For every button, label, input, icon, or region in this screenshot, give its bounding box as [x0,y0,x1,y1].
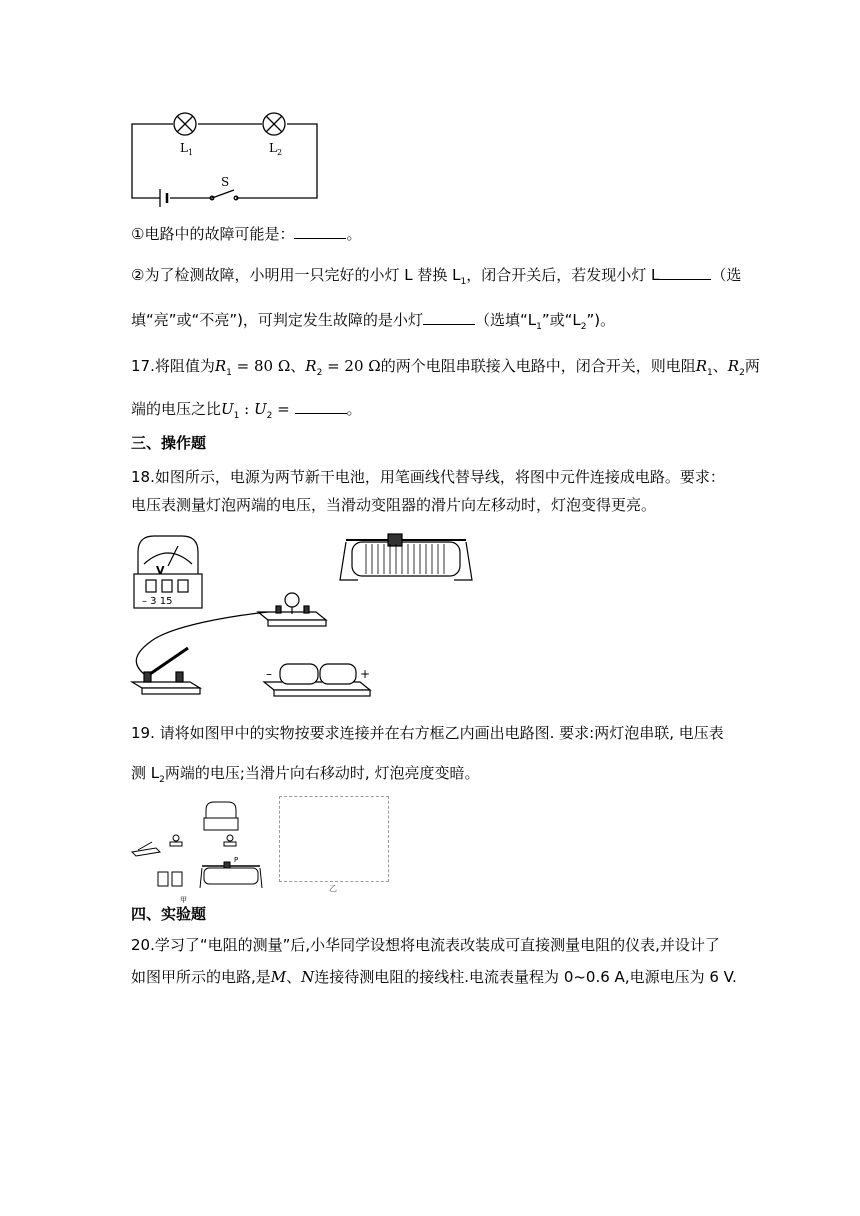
voltmeter-letter: V [156,564,165,577]
q16-part2: ②为了检测故障，小明用一只完好的小灯 L 替换 $L_1$，闭合开关后，若发现小灯 L （选 [131,266,742,287]
lamp-l1-label: $L_1$ [180,141,194,157]
voltmeter-icon [204,802,238,830]
figure-yi-label: 乙 [329,884,337,893]
lamp-l2-label: $L_2$ [269,141,283,157]
bulb-icon [170,835,182,846]
q18-line1: 18.如图所示，电源为两节新干电池，用笔画线代替导线，将图中元件连接成电路。要求： [131,468,725,486]
voltmeter-terminal-labels: – 3 15 [142,596,173,607]
rheostat-icon [340,534,472,580]
figure-jia-label: 甲 [180,896,187,904]
q17-line2: 端的电压之比$U_1$ : $U_2$ = 。 [131,400,362,421]
q19-line2: 测 $L_2$两端的电压;当滑片向右移动时, 灯泡亮度变暗。 [131,764,480,785]
q17-line1: 17.将阻值为$R_1 = 80$ Ω、$R_2 = 20$ Ω的两个电阻串联接入电路中，闭合开关，则电阻$R_1$、$R_2$两 [131,357,760,378]
rheostat-icon [200,862,262,888]
answer-blank[interactable] [295,399,347,414]
answer-blank[interactable] [659,265,711,280]
q19-line1: 19. 请将如图甲中的实物按要求连接并在右方框乙内画出电路图. 要求:两灯泡串联, 电压表 [131,724,724,742]
battery-minus-label: – [266,667,272,681]
q18-line2: 电压表测量灯泡两端的电压，当滑动变阻器的滑片向左移动时，灯泡变得更亮。 [131,496,657,514]
q20-line1: 20.学习了“电阻的测量”后,小华同学设想将电流表改装成可直接测量电阻的仪表,并设计了 [131,936,720,954]
battery-holder-icon [264,664,370,696]
section-heading-experiment: 四、实验题 [131,905,207,923]
answer-blank[interactable] [423,310,475,325]
bulb-board-icon [258,593,326,626]
switch-board-icon [132,648,200,694]
q16-part1: ①电路中的故障可能是： 。 [131,225,362,243]
q19-figure-jia [130,798,270,904]
q19-figure-yi-box[interactable] [279,796,389,882]
q16-part2-line2: 填“亮”或“不亮”)，可判定发生故障的是小灯 （选填“$L_1$”或“$L_2$”)。 [131,311,616,332]
battery-plus-label: + [360,667,371,681]
battery-icon [158,872,182,886]
section-heading-operation: 三、操作题 [131,434,207,452]
bulb-icon [224,835,236,846]
answer-blank[interactable] [294,224,346,239]
slider-p-label: P [234,856,239,864]
q18-apparatus-figure [130,530,480,710]
q20-line2: 如图甲所示的电路,是M、N连接待测电阻的接线柱.电流表量程为 0~0.6 A,电源电压为 6 V. [131,968,737,986]
circuit-diagram-series-lamps [130,108,325,203]
switch-icon [132,842,160,856]
switch-label: S [221,175,230,189]
